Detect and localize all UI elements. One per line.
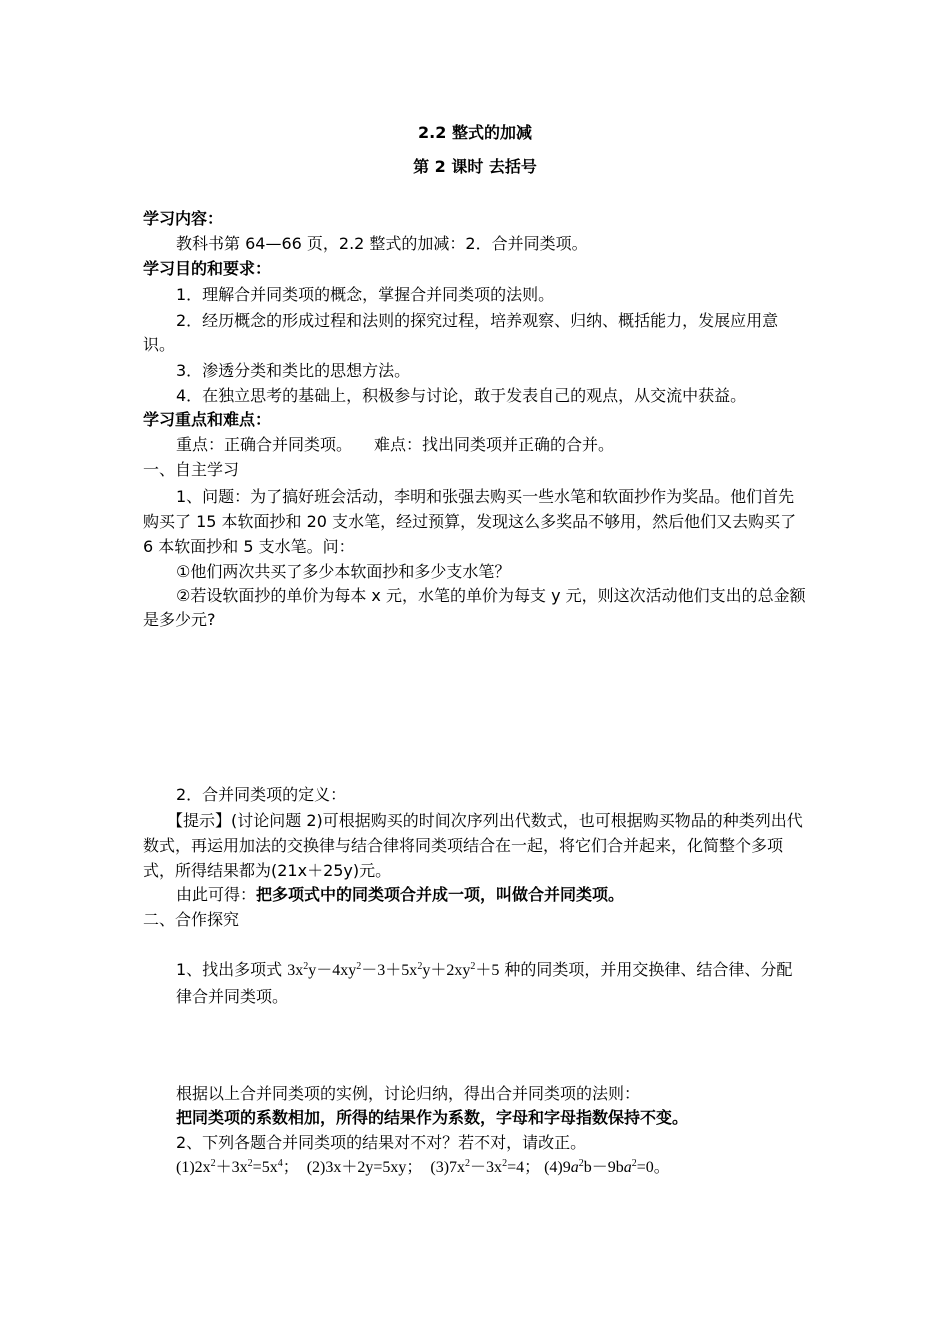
conclusion-bold: 把多项式中的同类项合并成一项，叫做合并同类项。 (256, 885, 625, 904)
goals-heading: 学习目的和要求： (143, 259, 272, 278)
conclusion-line (176, 883, 840, 907)
task-1-prefix: 1、找出多项式 (176, 960, 288, 979)
rule-intro: 根据以上合并同类项的实例，讨论归纳，得出合并同类项的法则： (176, 1084, 641, 1103)
goal-item: 1．理解合并同类项的概念，掌握合并同类项的法则。 (176, 285, 555, 304)
task-2-expressions: $(1)2x^2+3x^2=5x^4$； (2)3x＋2y=5xy； $(3)7x^2-3x^2=4$； $(4)9a^2b-9ba^2=0$。 (176, 1158, 670, 1176)
document-title: 2.2 整式的加减 (418, 123, 532, 142)
goal-item: 3．渗透分类和类比的思想方法。 (176, 361, 411, 380)
section2-heading: 二、合作探究 (143, 910, 240, 929)
rule-statement: 把同类项的系数相加，所得的结果作为系数，字母和字母指数保持不变。 (176, 1108, 689, 1127)
goal-item: 4．在独立思考的基础上，积极参与讨论，敢于发表自己的观点，从交流中获益。 (176, 386, 747, 405)
task-1-polynomial: $3x^2y-4xy^2-3+5x^2y+2xy^2+5$ (287, 961, 500, 979)
document-subtitle: 第 2 课时 去括号 (413, 157, 537, 176)
content-text: 教科书第 64—66 页，2.2 整式的加减：2．合并同类项。 (176, 234, 588, 253)
task-2-text: 2、下列各题合并同类项的结果对不对？若不对，请改正。 (176, 1133, 587, 1152)
section1-heading: 一、自主学习 (143, 460, 240, 479)
question-1-sub-2: ②若设软面抄的单价为每本 x 元，水笔的单价为每支 y 元，则这次活动他们支出的总金额是多少元? (143, 586, 806, 629)
question-1-sub-1: ①他们两次共买了多少本软面抄和多少支水笔？ (176, 562, 511, 581)
task-1-suffix: 种的同类项，并用交换律、结合律、分配律合并同类项。 (176, 960, 793, 1006)
question-1-text: 1、问题：为了搞好班会活动，李明和张强去购买一些水笔和软面抄作为奖品。他们首先购买了 15 本软面抄和 20 支水笔，经过预算，发现这么多奖品不够用，然后他们又去购买了 6 本软面抄和 5 支水笔。问： (143, 487, 797, 556)
keypoint-focus: 重点：正确合并同类项。 (176, 435, 353, 454)
hint-text: 【提示】(讨论问题 2)可根据购买的时间次序列出代数式，也可根据购买物品的种类列出代数式，再运用加法的交换律与结合律将同类项结合在一起，将它们合并起来，化简整个多项式，所得结果都为(21x＋25y)元。 (143, 811, 803, 880)
keypoints-heading: 学习重点和难点： (143, 410, 272, 429)
conclusion-prefix: 由此可得： (176, 885, 257, 904)
task-1-text (176, 957, 807, 1010)
goal-item: 2．经历概念的形成过程和法则的探究过程，培养观察、归纳、概括能力，发展应用意识。 (143, 311, 779, 354)
definition-heading: 2．合并同类项的定义： (176, 785, 347, 804)
content-heading: 学习内容： (143, 209, 224, 228)
keypoint-difficulty: 难点：找出同类项并正确的合并。 (374, 435, 615, 454)
keypoints-line (176, 433, 840, 457)
